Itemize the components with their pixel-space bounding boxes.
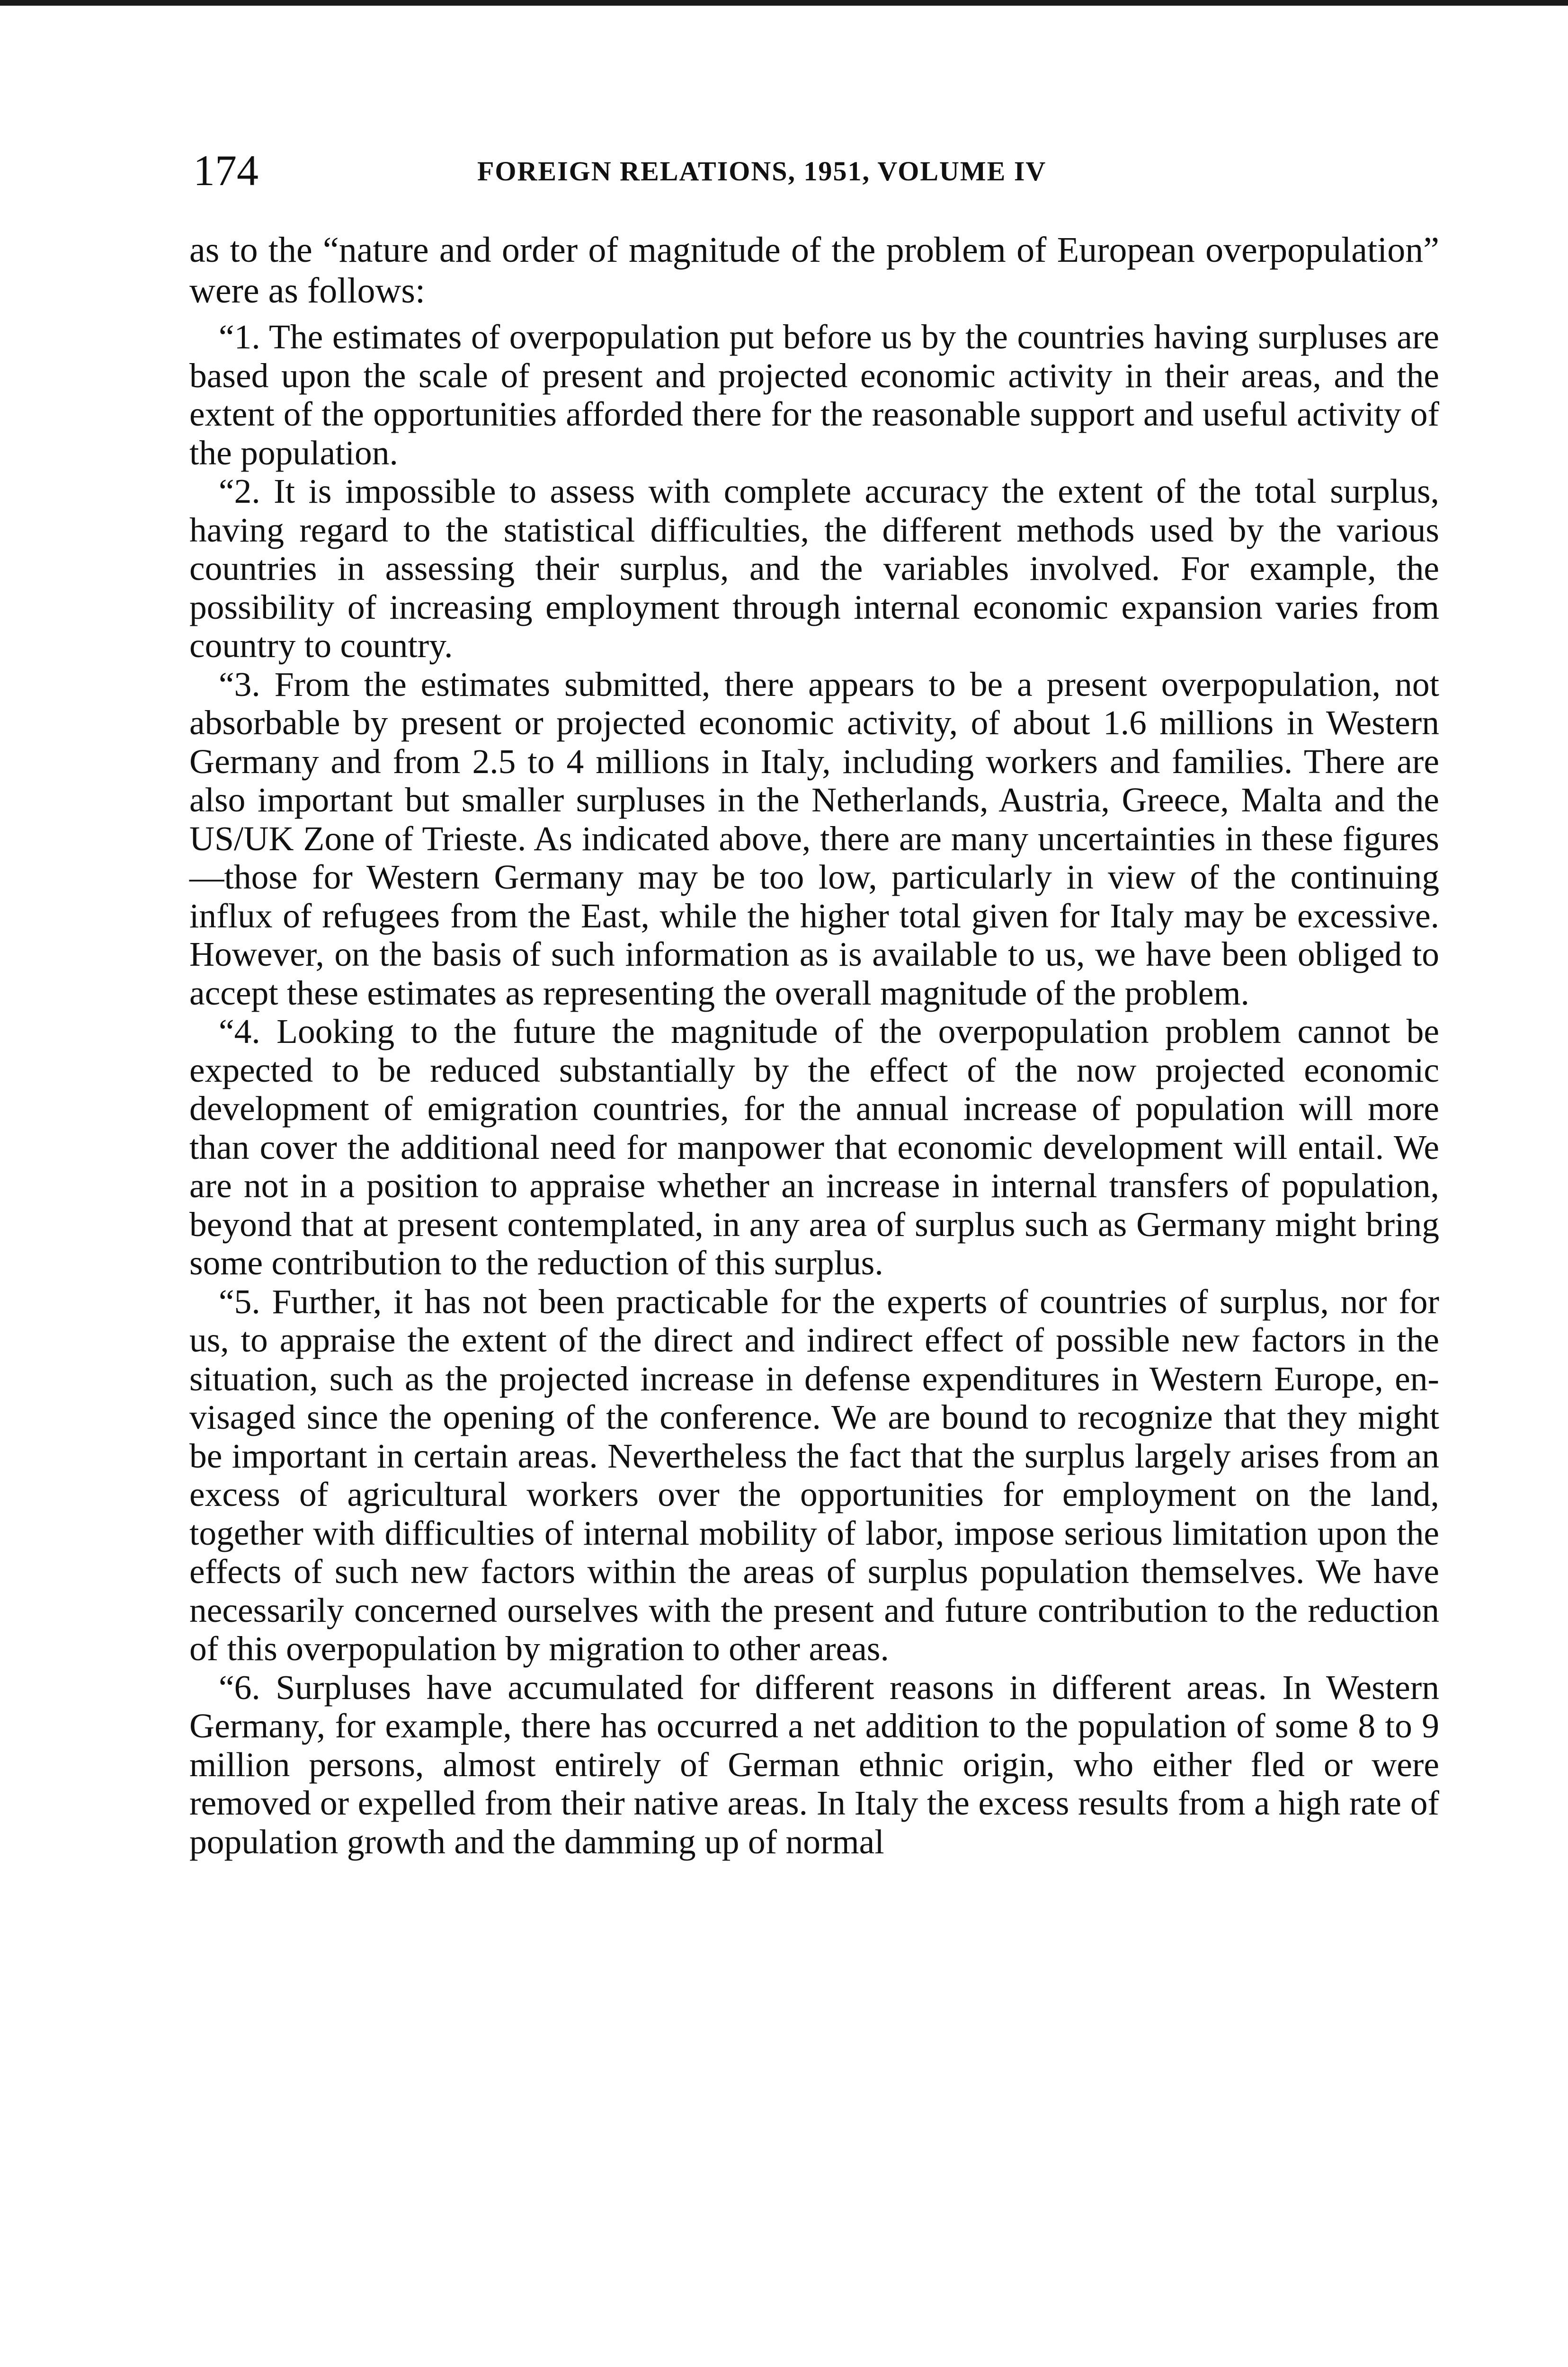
quote-paragraph-3: “3. From the estimates submitted, there appears to be a present overpopulation, not absorbable by present or projected economic activity, of about 1.6 millions in Western Germany and from 2.5 to 4 millions in Italy, including workers and families. There are also important but smaller surpluses in the Netherlands, Austria, Greece, Malta and the US/UK Zone of Trieste. As indicated above, there are many uncertainties in these figures—those for Western Germany may be too low, particularly in view of the continuing influx of refugees from the East, while the higher total given for Italy may be excessive. However, on the basis of such information as is available to us, we have been obliged to accept these estimates as representing the overall magnitude of the problem. — [189, 665, 1439, 1012]
quote-paragraph-6: “6. Surpluses have accumulated for different reasons in different areas. In Western Germany, for example, there has occurred a net addition to the population of some 8 to 9 million persons, almost entirely of German ethnic origin, who either fled or were removed or expelled from their native areas. In Italy the excess results from a high rate of population growth and the damming up of normal — [189, 1668, 1439, 1861]
quote-paragraph-5: “5. Further, it has not been practicable for the experts of countries of surplus, nor for us, to appraise the extent of the direct and indirect effect of possible new factors in the situation, such as the projected increase in defense expenditures in Western Europe, envisaged since the opening of the conference. We are bound to recognize that they might be important in certain areas. Nevertheless the fact that the surplus largely arises from an excess of agricultural workers over the opportunities for employment on the land, together with difficulties of internal mobility of labor, impose serious limitation upon the effects of such new factors within the areas of surplus population themselves. We have necessarily concerned ourselves with the present and future contribution to the reduction of this overpopulation by migration to other areas. — [189, 1282, 1439, 1668]
intro-paragraph: as to the “nature and order of magnitude of the problem of European overpopulation” were as follows: — [189, 230, 1439, 311]
page-header — [193, 142, 1448, 199]
quote-paragraph-1: “1. The estimates of overpopulation put before us by the countries having surpluses are based upon the scale of present and projected economic activity in their areas, and the extent of the opportunities afforded there for the reasonable support and useful activity of the population. — [189, 318, 1439, 472]
quote-paragraph-2: “2. It is impossible to assess with complete accuracy the extent of the total surplus, having regard to the statistical difficulties, the different methods used by the various countries in assessing their surplus, and the variables involved. For example, the possibility of increasing employment through internal economic expansion varies from country to country. — [189, 472, 1439, 665]
body-text — [189, 230, 1439, 1861]
running-head: FOREIGN RELATIONS, 1951, VOLUME IV — [477, 156, 1047, 187]
top-edge-rule — [0, 0, 1568, 6]
quote-paragraph-4: “4. Looking to the future the magnitude of the overpopulation problem cannot be expected to be reduced substantially by the effect of the now projected economic development of emigration countries, for the annual increase of population will more than cover the additional need for manpower that economic development will entail. We are not in a position to appraise whether an increase in internal transfers of population, beyond that at present contemplated, in any area of surplus such as Germany might bring some contribution to the reduction of this surplus. — [189, 1012, 1439, 1282]
page-number: 174 — [193, 146, 258, 195]
